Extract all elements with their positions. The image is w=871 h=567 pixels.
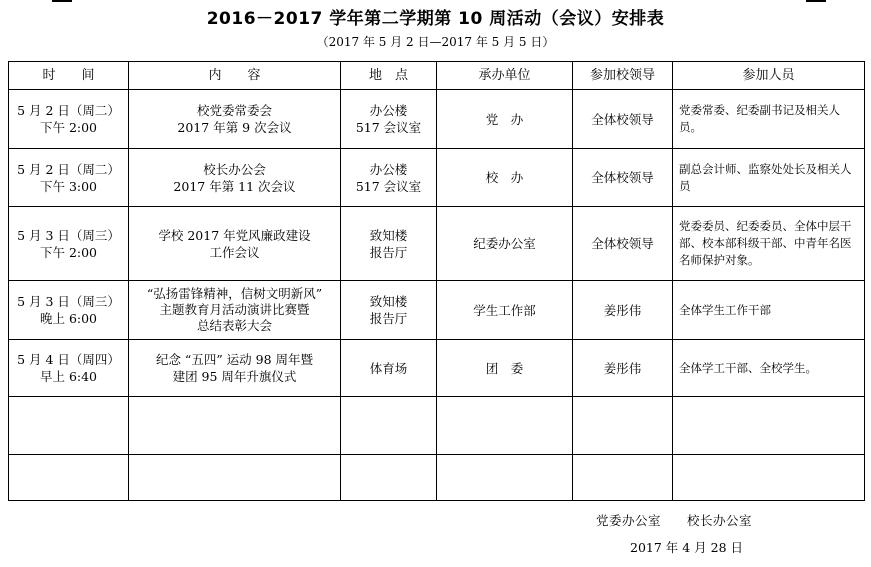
column-header-time: 时 间 [9,62,129,90]
cell-location [341,397,437,455]
cell-location [341,455,437,501]
cell-time [9,397,129,455]
cell-content: 纪念 “五四” 运动 98 周年暨 建团 95 周年升旗仪式 [129,340,341,397]
cell-time: 5 月 4 日（周四） 早上 6:40 [9,340,129,397]
cell-attendees: 副总会计师、监察处处长及相关人员 [673,149,865,207]
cell-leaders [573,455,673,501]
cell-attendees [673,455,865,501]
cell-location: 体育场 [341,340,437,397]
cell-content: 校长办公会 2017 年第 11 次会议 [129,149,341,207]
table-row [9,207,865,281]
issue-date: 2017 年 4 月 28 日 [630,540,744,555]
cell-attendees: 党委常委、纪委副书记及相关人员。 [673,90,865,149]
cell-time: 5 月 3 日（周三） 下午 2:00 [9,207,129,281]
cell-leaders: 姜彤伟 [573,281,673,340]
column-header-attendees: 参加人员 [673,62,865,90]
cell-content: 校党委常委会 2017 年第 9 次会议 [129,90,341,149]
column-header-leaders: 参加校领导 [573,62,673,90]
table-header-row [9,62,865,90]
table-row [9,455,865,501]
cell-organizer [437,455,573,501]
cell-time: 5 月 3 日（周三） 晚上 6:00 [9,281,129,340]
table-row [9,340,865,397]
top-border-mark-right [806,0,826,2]
column-header-location: 地 点 [341,62,437,90]
cell-time: 5 月 2 日（周二） 下午 2:00 [9,90,129,149]
cell-organizer: 学生工作部 [437,281,573,340]
cell-time [9,455,129,501]
cell-attendees: 全体学生工作干部 [673,281,865,340]
cell-location: 办公楼 517 会议室 [341,149,437,207]
cell-organizer: 校 办 [437,149,573,207]
top-border-mark-left [52,0,72,2]
schedule-table [8,61,865,501]
cell-content [129,397,341,455]
date-range-subtitle: （2017 年 5 月 2 日—2017 年 5 月 5 日） [316,35,555,49]
column-header-organizer: 承办单位 [437,62,573,90]
issuing-offices-signature: 党委办公室 校长办公室 [596,513,753,528]
cell-location: 致知楼 报告厅 [341,207,437,281]
page-title: 2016－2017 学年第二学期第 10 周活动（会议）安排表 [206,9,665,29]
table-row [9,149,865,207]
cell-time: 5 月 2 日（周二） 下午 3:00 [9,149,129,207]
cell-organizer: 党 办 [437,90,573,149]
cell-location: 办公楼 517 会议室 [341,90,437,149]
cell-content: 学校 2017 年党风廉政建设 工作会议 [129,207,341,281]
cell-content [129,455,341,501]
cell-leaders [573,397,673,455]
cell-attendees: 党委委员、纪委委员、全体中层干部、校本部科级干部、中青年名医名师保护对象。 [673,207,865,281]
cell-attendees [673,397,865,455]
cell-leaders: 姜彤伟 [573,340,673,397]
column-header-content: 内 容 [129,62,341,90]
cell-organizer: 团 委 [437,340,573,397]
cell-organizer: 纪委办公室 [437,207,573,281]
table-row [9,90,865,149]
cell-leaders: 全体校领导 [573,90,673,149]
cell-attendees: 全体学工干部、全校学生。 [673,340,865,397]
cell-location: 致知楼 报告厅 [341,281,437,340]
table-row [9,397,865,455]
cell-content: “弘扬雷锋精神，信树文明新风” 主题教育月活动演讲比赛暨 总结表彰大会 [129,281,341,340]
cell-leaders: 全体校领导 [573,207,673,281]
cell-leaders: 全体校领导 [573,149,673,207]
table-row [9,281,865,340]
cell-organizer [437,397,573,455]
